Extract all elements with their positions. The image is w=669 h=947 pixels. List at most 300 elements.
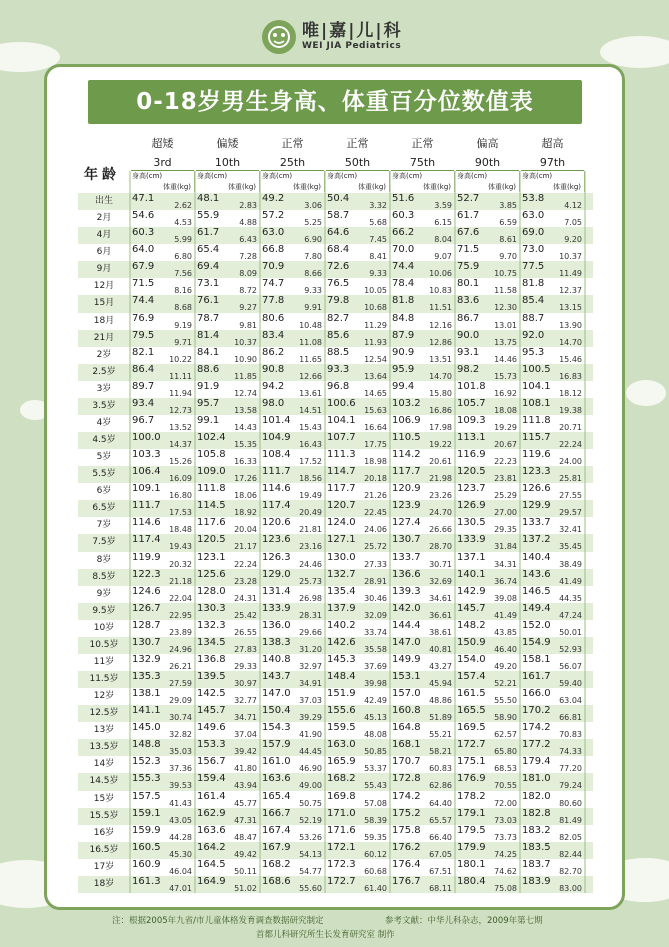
height-value: 68.4 — [327, 244, 350, 256]
height-value: 170.7 — [392, 756, 421, 768]
value-cell — [325, 705, 390, 722]
value-cell — [325, 244, 390, 261]
height-value: 136.8 — [197, 653, 226, 665]
value-cell — [390, 244, 455, 261]
weight-value: 30.46 — [364, 593, 387, 603]
height-value: 119.9 — [132, 551, 161, 563]
weight-value: 20.61 — [429, 457, 452, 467]
height-value: 123.9 — [392, 500, 421, 512]
height-value: 175.2 — [392, 807, 421, 819]
height-value: 148.4 — [327, 671, 356, 683]
value-cell — [195, 295, 260, 312]
value-cell — [325, 466, 390, 483]
value-cell — [390, 193, 455, 210]
height-value: 120.5 — [457, 466, 486, 478]
table-row — [78, 500, 593, 517]
value-cell — [130, 278, 195, 295]
height-value: 81.4 — [197, 329, 220, 341]
value-cell — [455, 552, 520, 569]
value-cell — [195, 569, 260, 586]
weight-value: 24.06 — [364, 525, 387, 535]
footer-reference: 参考文献：中华儿科杂志，2009年第七期 — [385, 916, 543, 926]
value-cell — [195, 586, 260, 603]
value-cell — [260, 210, 325, 227]
value-cell — [130, 330, 195, 347]
weight-value: 22.24 — [559, 440, 582, 450]
value-cell — [455, 534, 520, 551]
value-cell — [455, 739, 520, 756]
weight-value: 12.73 — [169, 405, 192, 415]
height-value: 143.7 — [262, 671, 291, 683]
weight-value: 63.04 — [559, 696, 582, 706]
table-row — [78, 654, 593, 671]
height-unit-label: 身高(cm) — [392, 172, 423, 180]
weight-value: 47.24 — [559, 610, 582, 620]
height-value: 167.9 — [262, 841, 291, 853]
weight-value: 18.56 — [299, 474, 322, 484]
value-cell — [195, 415, 260, 432]
weight-value: 34.71 — [234, 713, 257, 723]
value-cell — [260, 466, 325, 483]
value-cell — [195, 739, 260, 756]
weight-value: 15.63 — [364, 405, 387, 415]
weight-value: 22.95 — [169, 610, 192, 620]
height-value: 66.2 — [392, 227, 415, 239]
value-cell — [325, 756, 390, 773]
weight-value: 30.74 — [169, 713, 192, 723]
height-value: 108.4 — [262, 449, 291, 461]
height-value: 111.8 — [522, 414, 551, 426]
height-value: 111.3 — [327, 449, 356, 461]
value-cell — [325, 842, 390, 859]
height-value: 145.0 — [132, 722, 161, 734]
value-cell — [195, 534, 260, 551]
weight-value: 31.20 — [299, 644, 322, 654]
table-row — [78, 722, 593, 739]
value-cell — [260, 569, 325, 586]
height-value: 80.6 — [262, 312, 285, 324]
weight-value: 11.51 — [429, 303, 452, 313]
value-cell — [260, 842, 325, 859]
value-cell — [520, 773, 585, 790]
unit-header-cell — [455, 171, 520, 192]
value-cell — [455, 756, 520, 773]
height-value: 140.2 — [327, 619, 356, 631]
height-value: 63.0 — [522, 210, 545, 222]
value-cell — [455, 603, 520, 620]
height-value: 140.1 — [457, 568, 486, 580]
height-value: 163.6 — [262, 773, 291, 785]
weight-value: 25.81 — [559, 474, 582, 484]
height-value: 78.4 — [392, 278, 415, 290]
height-value: 71.5 — [132, 278, 155, 290]
value-cell — [260, 261, 325, 278]
table-row — [78, 210, 593, 227]
value-cell — [390, 791, 455, 808]
page-title: 0-18岁男生身高、体重百分位数值表 — [136, 89, 534, 115]
height-value: 100.5 — [522, 363, 551, 375]
weight-value: 9.71 — [174, 337, 192, 347]
unit-header-row — [0, 171, 669, 193]
value-cell — [195, 261, 260, 278]
weight-value: 15.46 — [559, 354, 582, 364]
weight-value: 23.26 — [429, 491, 452, 501]
height-value: 107.7 — [327, 432, 356, 444]
height-value: 168.2 — [262, 858, 291, 870]
weight-value: 11.49 — [559, 269, 582, 279]
weight-value: 27.83 — [234, 644, 257, 654]
value-cell — [325, 381, 390, 398]
value-cell — [130, 466, 195, 483]
height-value: 80.1 — [457, 278, 480, 290]
height-value: 95.7 — [197, 397, 220, 409]
height-value: 169.5 — [457, 722, 486, 734]
weight-value: 11.65 — [299, 354, 322, 364]
age-label: 10.5岁 — [89, 639, 119, 650]
weight-value: 41.80 — [234, 764, 257, 774]
value-cell — [130, 364, 195, 381]
weight-value: 19.38 — [559, 405, 582, 415]
weight-value: 10.05 — [364, 286, 387, 296]
height-value: 101.4 — [262, 414, 291, 426]
value-cell — [390, 227, 455, 244]
height-value: 130.7 — [132, 636, 161, 648]
value-cell — [325, 415, 390, 432]
weight-value: 44.45 — [299, 747, 322, 757]
value-cell — [390, 381, 455, 398]
weight-value: 54.13 — [299, 849, 322, 859]
value-cell — [455, 244, 520, 261]
value-cell — [195, 756, 260, 773]
weight-value: 54.77 — [299, 866, 322, 876]
weight-value: 13.15 — [559, 303, 582, 313]
value-cell — [455, 586, 520, 603]
height-value: 54.6 — [132, 210, 155, 222]
value-cell — [520, 534, 585, 551]
weight-value: 13.90 — [559, 320, 582, 330]
value-cell — [130, 637, 195, 654]
height-value: 88.6 — [197, 363, 220, 375]
value-cell — [455, 432, 520, 449]
weight-value: 55.60 — [299, 883, 322, 893]
height-value: 86.4 — [132, 363, 155, 375]
table-row — [78, 859, 593, 876]
height-value: 99.1 — [197, 414, 220, 426]
value-cell — [195, 688, 260, 705]
weight-value: 10.37 — [559, 252, 582, 262]
weight-value: 32.82 — [169, 730, 192, 740]
height-value: 176.9 — [457, 773, 486, 785]
value-cell — [520, 278, 585, 295]
height-value: 123.6 — [262, 534, 291, 546]
weight-value: 10.22 — [169, 354, 192, 364]
height-value: 124.6 — [132, 585, 161, 597]
weight-value: 18.12 — [559, 388, 582, 398]
value-cell — [130, 808, 195, 825]
value-cell — [130, 739, 195, 756]
value-cell — [260, 364, 325, 381]
height-value: 117.4 — [262, 500, 291, 512]
value-cell — [520, 825, 585, 842]
unit-header-cell — [325, 171, 390, 192]
height-value: 111.8 — [197, 483, 226, 495]
value-cell — [260, 500, 325, 517]
value-cell — [325, 825, 390, 842]
weight-value: 43.94 — [234, 781, 257, 791]
height-value: 96.7 — [132, 414, 155, 426]
value-cell — [455, 449, 520, 466]
age-label: 4岁 — [96, 417, 112, 428]
weight-value: 65.80 — [494, 747, 517, 757]
height-value: 172.8 — [392, 773, 421, 785]
height-value: 60.3 — [132, 227, 155, 239]
weight-value: 74.33 — [559, 747, 582, 757]
weight-value: 48.86 — [429, 696, 452, 706]
stethoscope-icon — [262, 20, 296, 54]
height-value: 113.1 — [457, 432, 486, 444]
weight-unit-label: 体重(kg) — [358, 183, 386, 191]
age-label: 13.5岁 — [89, 742, 119, 753]
height-value: 135.3 — [132, 671, 161, 683]
height-value: 53.8 — [522, 193, 545, 204]
weight-value: 21.81 — [299, 525, 322, 535]
value-cell — [130, 483, 195, 500]
value-cell — [520, 859, 585, 876]
weight-value: 51.89 — [429, 713, 452, 723]
height-value: 74.4 — [392, 261, 415, 273]
percentile-label: 3rd — [131, 155, 194, 171]
weight-unit-label: 体重(kg) — [163, 183, 191, 191]
height-value: 151.9 — [327, 688, 356, 700]
weight-value: 30.97 — [234, 679, 257, 689]
weight-value: 12.74 — [234, 388, 257, 398]
age-label: 6.5岁 — [92, 503, 116, 514]
value-cell — [455, 569, 520, 586]
weight-value: 21.98 — [429, 474, 452, 484]
height-value: 69.0 — [522, 227, 545, 239]
weight-value: 25.42 — [234, 610, 257, 620]
height-value: 83.4 — [262, 329, 285, 341]
title-banner — [88, 80, 582, 124]
height-value: 138.1 — [132, 688, 161, 700]
weight-value: 12.16 — [429, 320, 452, 330]
age-label: 16岁 — [93, 827, 115, 838]
value-cell — [195, 347, 260, 364]
age-label: 12月 — [93, 281, 115, 292]
height-value: 117.7 — [327, 483, 356, 495]
weight-value: 46.40 — [494, 644, 517, 654]
height-value: 64.6 — [327, 227, 350, 239]
table-row — [78, 483, 593, 500]
height-value: 183.7 — [522, 858, 551, 870]
height-value: 157.0 — [392, 688, 421, 700]
value-cell — [520, 483, 585, 500]
height-value: 174.2 — [392, 790, 421, 802]
weight-value: 12.66 — [299, 371, 322, 381]
height-value: 123.3 — [522, 466, 551, 478]
weight-value: 43.85 — [494, 627, 517, 637]
weight-value: 17.98 — [429, 422, 452, 432]
value-cell — [390, 278, 455, 295]
weight-value: 23.16 — [299, 542, 322, 552]
height-value: 130.5 — [457, 517, 486, 529]
weight-value: 48.47 — [234, 832, 257, 842]
weight-value: 23.28 — [234, 576, 257, 586]
value-cell — [520, 227, 585, 244]
value-cell — [195, 722, 260, 739]
table-row — [78, 637, 593, 654]
value-cell — [520, 449, 585, 466]
height-value: 159.5 — [327, 722, 356, 734]
value-cell — [455, 637, 520, 654]
height-value: 47.1 — [132, 193, 155, 204]
weight-value: 36.74 — [494, 576, 517, 586]
height-value: 138.3 — [262, 636, 291, 648]
value-cell — [390, 330, 455, 347]
weight-value: 68.11 — [429, 883, 452, 893]
value-cell — [325, 261, 390, 278]
weight-value: 37.04 — [234, 730, 257, 740]
height-value: 133.9 — [262, 602, 291, 614]
age-label: 14.5岁 — [89, 776, 119, 787]
unit-header-cell — [260, 171, 325, 192]
weight-value: 46.04 — [169, 866, 192, 876]
value-cell — [455, 398, 520, 415]
height-value: 104.9 — [262, 432, 291, 444]
height-value: 133.9 — [457, 534, 486, 546]
height-value: 166.7 — [262, 807, 291, 819]
weight-value: 20.67 — [494, 440, 517, 450]
height-value: 176.7 — [392, 875, 421, 887]
weight-value: 18.06 — [234, 491, 257, 501]
weight-value: 68.53 — [494, 764, 517, 774]
value-cell — [520, 381, 585, 398]
value-cell — [390, 295, 455, 312]
age-label: 21月 — [93, 332, 115, 343]
weight-value: 62.57 — [494, 730, 517, 740]
age-label: 15月 — [93, 298, 115, 309]
height-value: 109.3 — [457, 414, 486, 426]
value-cell — [195, 364, 260, 381]
height-value: 137.9 — [327, 602, 356, 614]
table-row — [78, 808, 593, 825]
weight-value: 39.42 — [234, 747, 257, 757]
table-row — [78, 278, 593, 295]
value-cell — [455, 654, 520, 671]
age-label: 5岁 — [96, 452, 112, 463]
age-label: 13岁 — [93, 725, 115, 736]
height-value: 67.6 — [457, 227, 480, 239]
value-cell — [455, 722, 520, 739]
value-cell — [390, 688, 455, 705]
value-cell — [325, 808, 390, 825]
weight-value: 18.92 — [234, 508, 257, 518]
value-cell — [455, 688, 520, 705]
value-cell — [325, 398, 390, 415]
weight-value: 8.04 — [434, 235, 452, 245]
weight-value: 45.94 — [429, 679, 452, 689]
height-value: 158.1 — [522, 653, 551, 665]
value-cell — [390, 739, 455, 756]
weight-value: 35.58 — [364, 644, 387, 654]
height-value: 179.4 — [522, 756, 551, 768]
weight-value: 34.91 — [299, 679, 322, 689]
table-row — [78, 552, 593, 569]
value-cell — [325, 295, 390, 312]
value-cell — [325, 859, 390, 876]
height-value: 142.9 — [457, 585, 486, 597]
weight-value: 11.08 — [299, 337, 322, 347]
height-value: 136.0 — [262, 619, 291, 631]
height-value: 52.7 — [457, 193, 480, 204]
weight-value: 19.49 — [299, 491, 322, 501]
weight-value: 10.75 — [494, 269, 517, 279]
category-header-row — [0, 136, 669, 154]
height-value: 172.7 — [327, 875, 356, 887]
table-row — [78, 620, 593, 637]
value-cell — [325, 347, 390, 364]
value-cell — [130, 517, 195, 534]
value-cell — [130, 842, 195, 859]
table-row — [78, 688, 593, 705]
value-cell — [130, 773, 195, 790]
value-cell — [390, 210, 455, 227]
height-value: 129.9 — [522, 500, 551, 512]
weight-value: 24.46 — [299, 559, 322, 569]
weight-value: 3.32 — [369, 201, 387, 210]
height-unit-label: 身高(cm) — [197, 172, 228, 180]
value-cell — [520, 586, 585, 603]
weight-value: 15.73 — [494, 371, 517, 381]
height-value: 149.6 — [197, 722, 226, 734]
value-cell — [130, 552, 195, 569]
height-value: 163.6 — [197, 824, 226, 836]
weight-unit-label: 体重(kg) — [553, 183, 581, 191]
age-label: 9月 — [96, 264, 112, 275]
height-value: 161.4 — [197, 790, 226, 802]
height-value: 82.1 — [132, 346, 155, 358]
value-cell — [390, 773, 455, 790]
weight-value: 38.49 — [559, 559, 582, 569]
weight-value: 55.43 — [364, 781, 387, 791]
percentile-label: 97th — [521, 155, 584, 171]
value-cell — [260, 654, 325, 671]
age-column-header: 年龄 — [84, 167, 120, 183]
weight-value: 16.86 — [429, 405, 452, 415]
value-cell — [520, 364, 585, 381]
weight-value: 24.96 — [169, 644, 192, 654]
weight-value: 10.83 — [429, 286, 452, 296]
value-cell — [455, 671, 520, 688]
age-label: 18月 — [93, 315, 115, 326]
height-value: 103.3 — [132, 449, 161, 461]
value-cell — [260, 244, 325, 261]
value-cell — [325, 791, 390, 808]
weight-value: 11.11 — [169, 371, 192, 381]
height-value: 100.0 — [132, 432, 161, 444]
value-cell — [195, 381, 260, 398]
height-value: 168.6 — [262, 875, 291, 887]
weight-value: 50.11 — [234, 866, 257, 876]
height-unit-label: 身高(cm) — [132, 172, 163, 180]
value-cell — [195, 466, 260, 483]
value-cell — [390, 398, 455, 415]
weight-value: 44.35 — [559, 593, 582, 603]
value-cell — [130, 500, 195, 517]
value-cell — [520, 705, 585, 722]
value-cell — [390, 364, 455, 381]
weight-value: 30.71 — [429, 559, 452, 569]
